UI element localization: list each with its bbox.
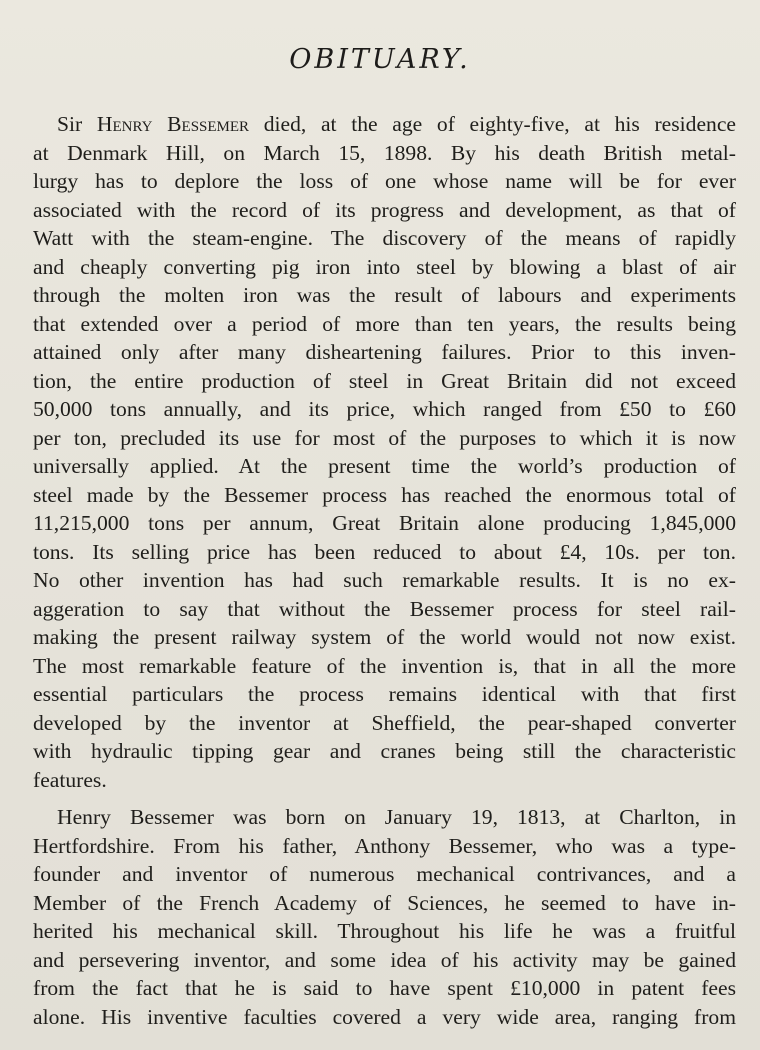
text-line: No other invention has had such remarkable results. It is no ex-: [33, 568, 736, 592]
text-line: from the fact that he is said to have spent £10,000 in patent fees: [33, 976, 736, 1000]
subject-name: Henry Bessemer: [96, 112, 250, 136]
text-line: and persevering inventor, and some idea of his activity may be gained: [33, 947, 736, 972]
text-line: herited his mechanical skill. Throughout his life he was a fruitful: [33, 919, 736, 943]
text-line: founder and inventor of numerous mechanical contrivances, and a: [33, 862, 736, 886]
opening-word: Sir: [57, 112, 83, 136]
text-line: that extended over a period of more than ten years, the results being: [33, 311, 736, 336]
text-line: essential particulars the process remains identical with that first: [33, 682, 736, 706]
text-line: Hertfordshire. From his father, Anthony Bessemer, who was a type-: [33, 833, 736, 858]
text-line: associated with the record of its progress and development, as that of: [33, 197, 736, 222]
paragraph-gap: [33, 794, 736, 803]
text-line: lurgy has to deplore the loss of one whose name will be for ever: [33, 169, 736, 193]
paragraph-1-line-1: [33, 110, 736, 139]
text-line: at Denmark Hill, on March 15, 1898. By his death British metal-: [33, 140, 736, 165]
text-line: aggeration to say that without the Bessemer process for steel rail-: [33, 596, 736, 621]
text-line: Watt with the steam-engine. The discovery of the means of rapidly: [33, 226, 736, 250]
text-line: tion, the entire production of steel in Great Britain did not exceed: [33, 368, 736, 393]
text-line: and cheaply converting pig iron into steel by blowing a blast of air: [33, 254, 736, 279]
text-line: tons. Its selling price has been reduced to about £4, 10s. per ton.: [33, 539, 736, 564]
text-line: The most remarkable feature of the invention is, that in all the more: [33, 653, 736, 678]
text-line: alone. His inventive faculties covered a very wide area, ranging from: [33, 1004, 736, 1029]
text-line: Member of the French Academy of Sciences, he seemed to have in-: [33, 890, 736, 915]
text-line: steel made by the Bessemer process has reached the enormous total of: [33, 482, 736, 507]
text-line: per ton, precluded its use for most of the purposes to which it is now: [33, 425, 736, 450]
text-line: developed by the inventor at Sheffield, the pear-shaped converter: [33, 710, 736, 735]
text-line: making the present railway system of the world would not now exist.: [33, 625, 736, 649]
opening-line-rest: died, at the age of eighty-five, at his residence: [263, 112, 736, 136]
page-title: OBITUARY.: [289, 44, 471, 75]
paragraph-2-line-1: Henry Bessemer was born on January 19, 1813, at Charlton, in: [57, 805, 736, 829]
text-line: attained only after many disheartening failures. Prior to this inven-: [33, 340, 736, 364]
text-line: features.: [33, 767, 107, 792]
text-line: 50,000 tons annually, and its price, which ranged from £50 to £60: [33, 397, 736, 421]
text-line: 11,215,000 tons per annum, Great Britain alone producing 1,845,000: [33, 511, 736, 535]
text-line: through the molten iron was the result of labours and experiments: [33, 283, 736, 307]
obituary-text: [33, 110, 736, 1031]
text-line: with hydraulic tipping gear and cranes being still the characteristic: [33, 739, 736, 763]
text-line: universally applied. At the present time the world’s production of: [33, 454, 736, 478]
bleed-through-text: [0, 0, 760, 30]
